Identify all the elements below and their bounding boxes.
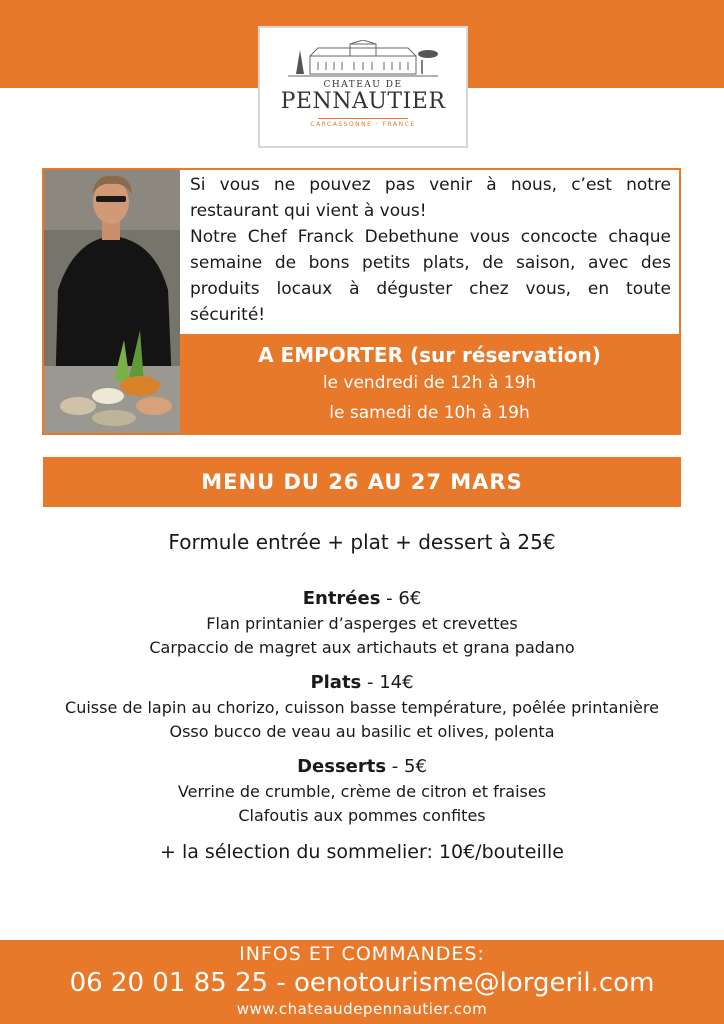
dish: Cuisse de lapin au chorizo, cuisson basse température, poêlée printanière <box>65 698 659 717</box>
menu-formula: Formule entrée + plat + dessert à 25€ <box>168 530 556 554</box>
chateau-icon <box>288 40 438 78</box>
menu-section-plats <box>0 670 724 744</box>
chef-photo <box>44 170 180 433</box>
dish: Verrine de crumble, crème de citron et fraises <box>177 782 547 801</box>
section-price: - 5€ <box>386 756 427 777</box>
section-name: Desserts <box>297 756 387 777</box>
menu-heading: MENU DU 26 AU 27 MARS <box>43 457 681 507</box>
section-title <box>0 586 724 612</box>
dish: Clafoutis aux pommes confites <box>238 806 486 825</box>
promo-box <box>42 168 681 435</box>
section-name: Plats <box>310 672 362 693</box>
footer-band <box>0 940 724 1024</box>
menu <box>0 522 724 866</box>
takeaway-panel <box>180 334 679 433</box>
footer-website: www.chateaudepennautier.com <box>236 1000 488 1018</box>
section-price: - 6€ <box>380 588 422 609</box>
menu-section-entrees <box>0 586 724 660</box>
logo <box>258 26 468 148</box>
section-title <box>0 670 724 696</box>
footer-infos: INFOS ET COMMANDES: <box>239 943 485 965</box>
logo-divider <box>318 118 408 119</box>
chef-photo-illustration <box>44 170 180 433</box>
section-price: - 14€ <box>361 672 414 693</box>
intro-paragraph-2: Notre Chef Franck Debethune vous concocte chaque semaine de bons petits plats, de saison, avec des produits locaux à déguster chez vous, en toute sécurité! <box>190 227 671 325</box>
dish: Carpaccio de magret aux artichauts et grana padano <box>149 638 575 657</box>
logo-place: CARCASSONNE · FRANCE <box>310 121 416 128</box>
sommelier-selection: + la sélection du sommelier: 10€/bouteille <box>160 841 564 863</box>
section-title <box>0 754 724 780</box>
menu-section-desserts <box>0 754 724 828</box>
dish: Osso bucco de veau au basilic et olives, polenta <box>169 722 555 741</box>
takeaway-title: A EMPORTER (sur réservation) <box>258 343 601 367</box>
logo-line1: CHATEAU DE <box>323 80 403 90</box>
dish: Flan printanier d’asperges et crevettes <box>206 614 518 633</box>
logo-line2: PENNAUTIER <box>280 89 446 114</box>
footer-contact: 06 20 01 85 25 - oenotourisme@lorgeril.com <box>69 968 655 998</box>
intro-text <box>180 170 679 334</box>
section-name: Entrées <box>302 588 381 609</box>
intro-paragraph-1: Si vous ne pouvez pas venir à nous, c’est notre restaurant qui vient à vous! <box>190 175 671 221</box>
takeaway-saturday: le samedi de 10h à 19h <box>329 403 530 423</box>
takeaway-friday: le vendredi de 12h à 19h <box>322 373 537 393</box>
